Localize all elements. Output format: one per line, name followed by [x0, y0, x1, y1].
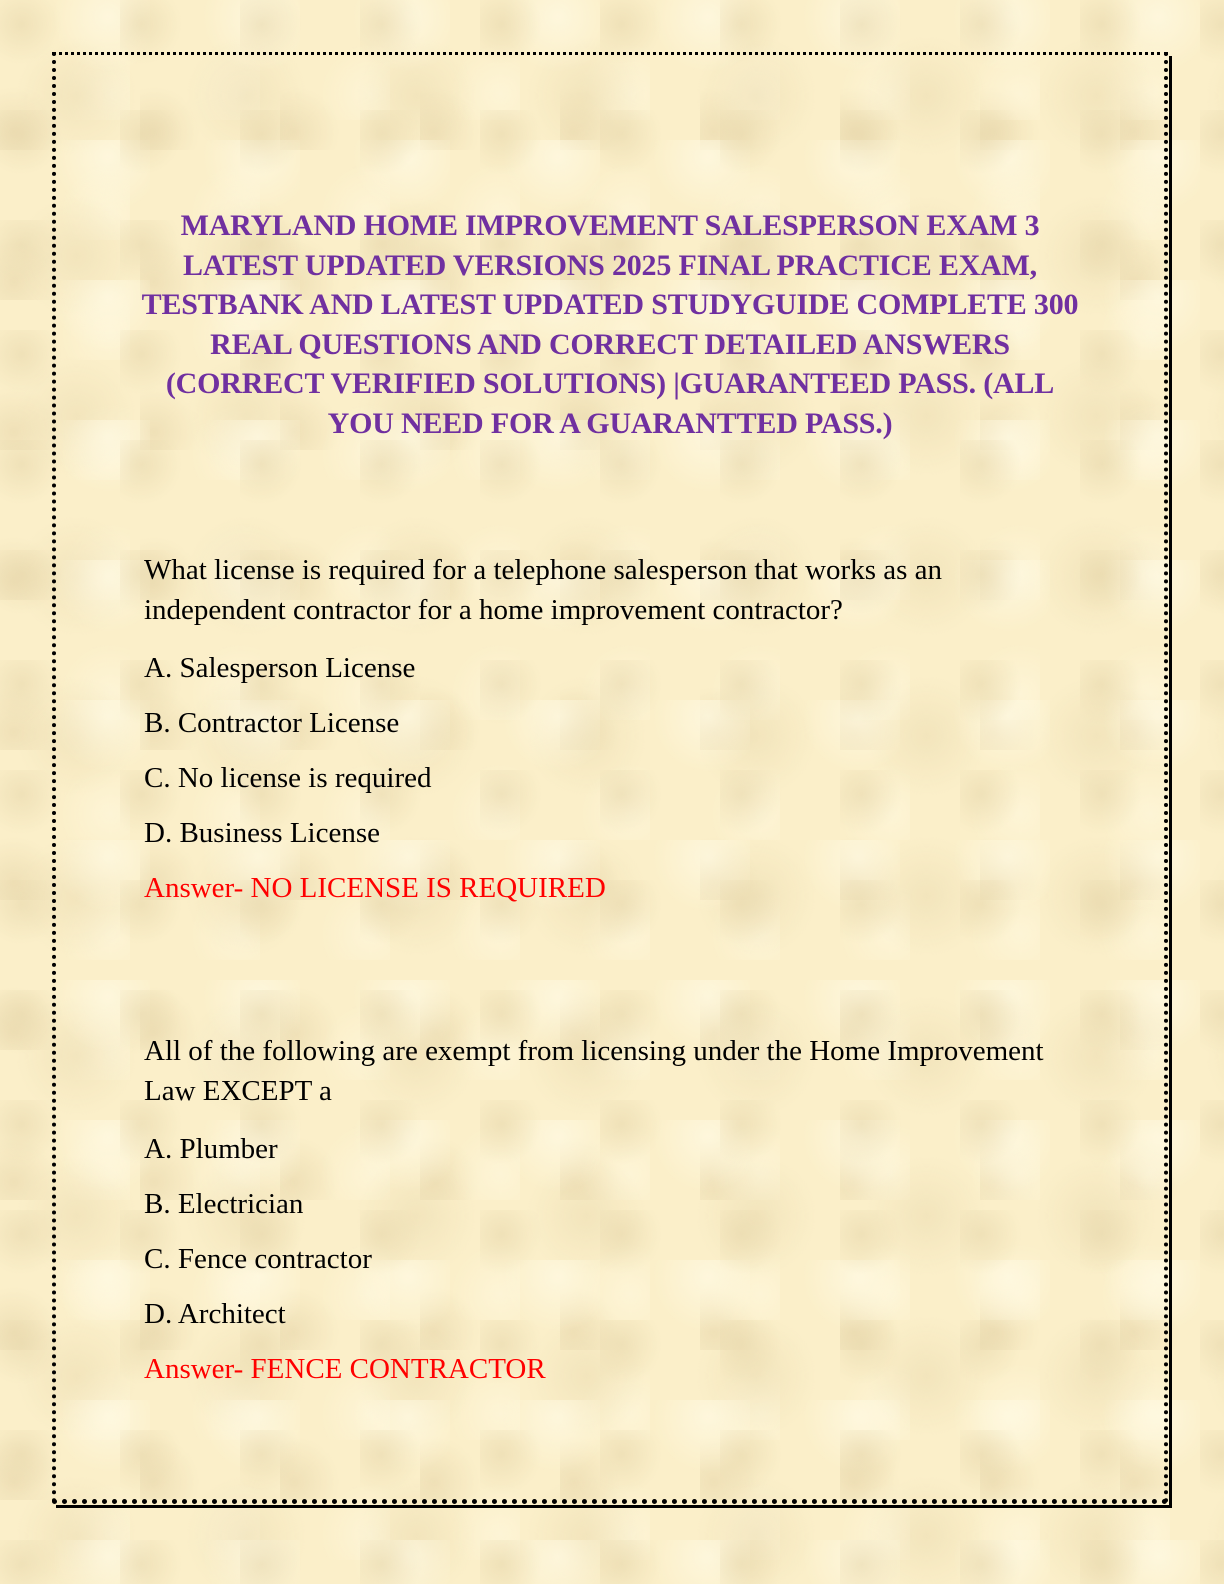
answer-text: Answer- FENCE CONTRACTOR [144, 1353, 546, 1385]
option-a: A. Salesperson License [144, 652, 416, 684]
answer-text: Answer- NO LICENSE IS REQUIRED [144, 872, 606, 904]
option-b: B. Electrician [144, 1188, 304, 1220]
option-c: C. No license is required [144, 762, 432, 794]
option-a: A. Plumber [144, 1133, 278, 1165]
option-b: B. Contractor License [144, 707, 400, 739]
document-title: MARYLAND HOME IMPROVEMENT SALESPERSON EXAM 3 LATEST UPDATED VERSIONS 2025 FINAL PRACTICE EXAM, TESTBANK AND LATEST UPDATED STUDYGUIDE COMPLETE 300 REAL QUESTIONS AND CORRECT DETAILED ANSWERS (CORRECT VERIFIED SOLUTIONS) |GUARANTEED PASS. (ALL YOU NEED FOR A GUARANTTED PASS.) [141, 209, 1079, 440]
option-d: D. Business License [144, 817, 380, 849]
option-c: C. Fence contractor [144, 1243, 372, 1275]
question-text: All of the following are exempt from licensing under the Home Improvement Law EXCEPT a [144, 1035, 1044, 1107]
option-d: D. Architect [144, 1298, 286, 1330]
question-text: What license is required for a telephone salesperson that works as an independent contractor for a home improvement contractor? [144, 554, 943, 626]
question-block-1 [144, 551, 1074, 905]
question-block-2 [144, 1032, 1074, 1386]
